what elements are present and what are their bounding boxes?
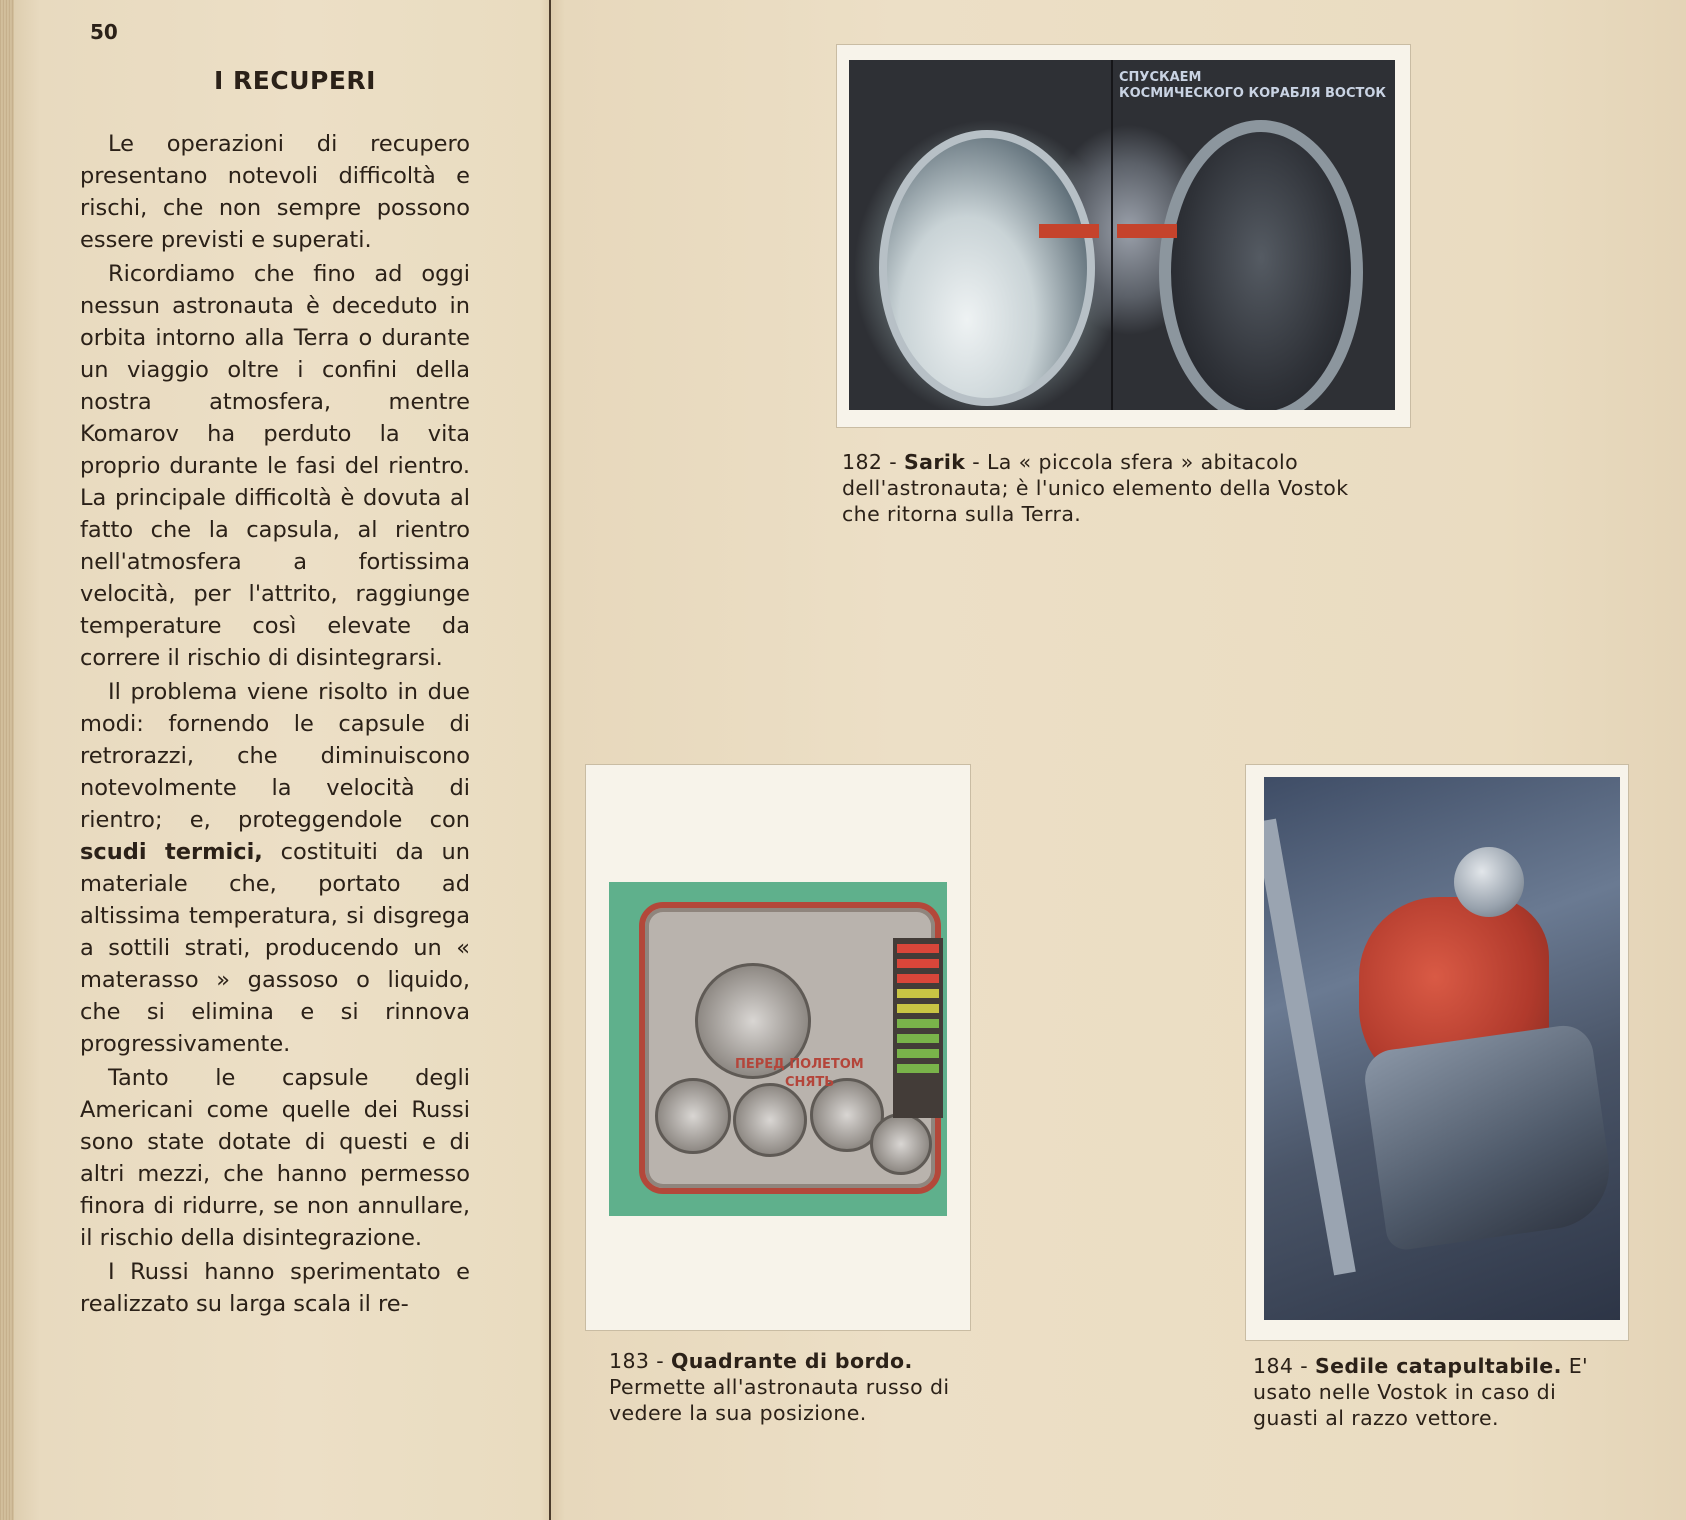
paragraph-2: Ricordiamo che fino ad oggi nessun astronauta è deceduto in orbita intorno alla Terra o durante un viaggio oltre i confini della nostra atmosfera, mentre Komarov ha perduto la vita proprio durante le fasi del rientro. La principale difficoltà è dovuta al fatto che la capsula, al rientro nell'atmosfera a fortissima velocità, per l'attrito, raggiunge temperature così elevate da correre il rischio di disintegrarsi.	[80, 261, 470, 671]
sphere-sign	[1119, 70, 1386, 102]
small-dial	[655, 1078, 731, 1154]
photo-card-183	[586, 765, 970, 1330]
caption-184-text: E' usato nelle Vostok in caso di guasti al razzo vettore.	[1253, 1354, 1589, 1430]
sphere-sign-line-1: СПУСКАЕМ	[1119, 70, 1202, 85]
panel-label-line-1: ПЕРЕД ПОЛЕТОМ	[735, 1057, 864, 1072]
paragraph-3-part-b: costituiti da un materiale che, portato ad altissima temperatura, si disgrega a sottili strati, producendo un « materasso » gassoso o liquido, che si elimina e si rinnova progressivamente.	[80, 839, 471, 1057]
seat-rail	[1264, 819, 1356, 1276]
caption-184	[1253, 1353, 1621, 1431]
red-tape	[1039, 224, 1099, 238]
column-divider	[549, 0, 551, 1520]
sphere-photo	[849, 60, 1395, 410]
paragraph-5: I Russi hanno sperimentato e realizzato su larga scala il re-	[80, 1259, 470, 1317]
page-number: 50	[90, 20, 118, 44]
caption-184-number: 184 -	[1253, 1354, 1309, 1378]
paragraph-3-part-a: Il problema viene risolto in due modi: fornendo le capsule di retrorazzi, che diminuiscono notevolmente la velocità di rientro; e, proteggendole con	[80, 679, 470, 833]
paragraph-1: Le operazioni di recupero presentano notevoli difficoltà e rischi, che non sempre possono essere previsti e superati.	[80, 131, 470, 253]
caption-184-title: Sedile catapultabile.	[1314, 1354, 1562, 1378]
small-dial	[733, 1083, 807, 1157]
photo-card-184	[1246, 765, 1628, 1340]
photo-card-182	[837, 45, 1410, 427]
instrument-panel-photo	[609, 882, 947, 1216]
sphere-hatch	[1159, 120, 1363, 410]
caption-182-text: - La « piccola sfera » abitacolo dell'astronauta; è l'unico elemento della Vostok che ritorna sulla Terra.	[842, 450, 1349, 526]
photo-seam	[1111, 60, 1113, 410]
red-tape	[1117, 224, 1177, 238]
indicator-lights	[893, 938, 943, 1118]
paragraph-3	[80, 676, 470, 1060]
page-edges	[0, 0, 14, 1520]
caption-183-text: Permette all'astronauta russo di vedere la sua posizione.	[609, 1375, 950, 1425]
caption-182-title: Sarik	[903, 450, 966, 474]
sphere-lens	[879, 130, 1095, 406]
instrument-panel	[639, 902, 941, 1194]
small-dial	[870, 1113, 932, 1175]
paragraph-4: Tanto le capsule degli Americani come quelle dei Russi sono state dotate di questi e di altri mezzi, che hanno permesso finora di ridurre, se non annullare, il rischio della disintegrazione.	[80, 1065, 470, 1251]
caption-183-title: Quadrante di bordo.	[670, 1349, 913, 1373]
caption-183	[609, 1348, 965, 1426]
ejection-seat-photo	[1264, 777, 1620, 1320]
panel-label	[735, 1056, 864, 1092]
page-title: I RECUPERI	[214, 66, 376, 95]
caption-182-number: 182 -	[842, 450, 898, 474]
caption-182	[842, 449, 1392, 527]
sphere-sign-line-2: КОСМИЧЕСКОГО КОРАБЛЯ ВОСТОК	[1119, 86, 1387, 101]
panel-label-line-2: СНЯТЬ	[785, 1075, 835, 1090]
paragraph-3-bold: scudi termici,	[80, 839, 263, 865]
caption-183-number: 183 -	[609, 1349, 665, 1373]
ejection-seat	[1361, 1022, 1617, 1252]
article-body	[80, 128, 470, 1322]
cosmonaut-helmet	[1454, 847, 1524, 917]
